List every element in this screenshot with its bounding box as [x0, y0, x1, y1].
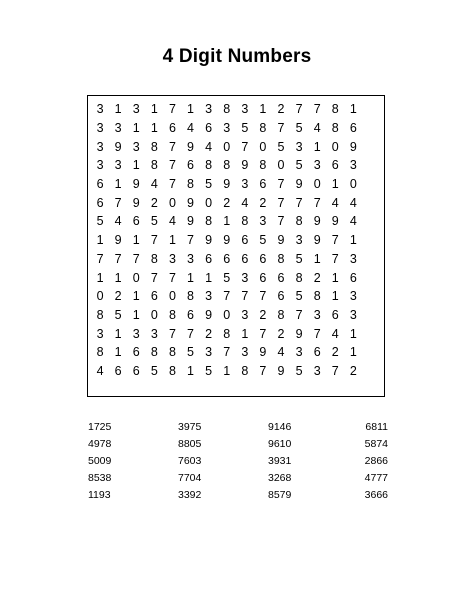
grid-cell[interactable]: 1	[349, 233, 357, 248]
grid-cell[interactable]: 5	[259, 233, 267, 248]
grid-cell[interactable]: 2	[223, 195, 231, 210]
grid-cell[interactable]: 7	[295, 195, 303, 210]
grid-cell[interactable]: 3	[241, 307, 249, 322]
grid-cell[interactable]: 2	[313, 270, 321, 285]
grid-cell[interactable]: 8	[295, 214, 303, 229]
grid-cell[interactable]: 7	[313, 326, 321, 341]
grid-cell[interactable]: 8	[277, 251, 285, 266]
grid-cell[interactable]: 7	[132, 251, 140, 266]
grid-cell[interactable]: 2	[114, 289, 122, 304]
grid-cell[interactable]: 3	[241, 177, 249, 192]
grid-cell[interactable]: 1	[132, 289, 140, 304]
word-list-item: 5009	[88, 454, 112, 467]
grid-cell[interactable]: 7	[295, 102, 303, 117]
grid-cell[interactable]: 5	[295, 121, 303, 136]
grid-cell[interactable]: 0	[259, 139, 267, 154]
grid-cell[interactable]: 6	[259, 177, 267, 192]
grid-cell[interactable]: 5	[277, 139, 285, 154]
grid-cell[interactable]: 3	[96, 139, 104, 154]
grid-cell[interactable]: 6	[259, 270, 267, 285]
grid-cell[interactable]: 8	[277, 307, 285, 322]
word-list-item: 1193	[88, 489, 111, 502]
grid-cell[interactable]: 7	[187, 326, 194, 341]
grid-cell[interactable]: 9	[277, 233, 285, 248]
grid-cell[interactable]: 3	[349, 158, 357, 173]
grid-cell[interactable]: 7	[277, 121, 285, 136]
grid-cell[interactable]: 8	[259, 121, 267, 136]
grid-row	[91, 156, 381, 175]
grid-cell[interactable]: 8	[168, 307, 176, 322]
grid-row	[91, 287, 381, 306]
grid-cell[interactable]: 3	[223, 121, 231, 136]
grid-cell[interactable]: 1	[187, 270, 194, 285]
grid-cell[interactable]: 0	[96, 289, 104, 304]
grid-cell[interactable]: 3	[313, 363, 321, 378]
grid-cell[interactable]: 7	[168, 102, 176, 117]
grid-row	[91, 100, 381, 119]
grid-cell[interactable]: 8	[241, 214, 249, 229]
grid-cell[interactable]: 6	[205, 121, 213, 136]
grid-cell[interactable]: 8	[168, 363, 176, 378]
grid-cell[interactable]: 8	[313, 289, 321, 304]
puzzle-grid-border	[87, 95, 385, 397]
grid-row	[91, 268, 381, 287]
grid-cell[interactable]: 1	[132, 307, 140, 322]
grid-cell[interactable]: 7	[295, 307, 303, 322]
grid-cell[interactable]: 9	[313, 214, 321, 229]
grid-cell[interactable]: 7	[114, 251, 122, 266]
grid-row	[91, 250, 381, 269]
grid-cell[interactable]: 5	[295, 251, 303, 266]
grid-cell[interactable]: 6	[187, 158, 194, 173]
word-list-item: 4777	[364, 472, 388, 485]
grid-cell[interactable]: 7	[96, 251, 104, 266]
grid-row	[91, 306, 381, 325]
grid-cell[interactable]: 3	[241, 102, 249, 117]
grid-cell[interactable]: 6	[277, 270, 285, 285]
grid-cell[interactable]: 9	[205, 233, 213, 248]
grid-cell[interactable]: 6	[277, 289, 285, 304]
grid-cell[interactable]: 4	[187, 121, 194, 136]
grid-cell[interactable]: 1	[114, 177, 122, 192]
grid-cell[interactable]: 2	[277, 102, 285, 117]
grid-cell[interactable]: 9	[349, 139, 357, 154]
grid-cell[interactable]: 3	[132, 326, 140, 341]
grid-cell[interactable]: 1	[150, 102, 158, 117]
grid-cell[interactable]: 6	[96, 195, 104, 210]
grid-cell[interactable]: 1	[241, 326, 249, 341]
grid-cell[interactable]: 5	[295, 289, 303, 304]
grid-cell[interactable]: 8	[331, 102, 339, 117]
grid-cell[interactable]: 6	[132, 214, 140, 229]
grid-cell[interactable]: 1	[114, 326, 122, 341]
grid-cell[interactable]: 6	[132, 345, 140, 360]
grid-cell[interactable]: 6	[349, 270, 357, 285]
grid-cell[interactable]: 9	[223, 177, 231, 192]
grid-cell[interactable]: 5	[205, 363, 213, 378]
grid-cell[interactable]: 3	[259, 214, 267, 229]
grid-cell[interactable]: 3	[295, 345, 303, 360]
grid-cell[interactable]: 7	[313, 102, 321, 117]
grid-cell[interactable]: 7	[223, 289, 231, 304]
word-list-item: 3975	[178, 420, 202, 433]
word-list-item: 2866	[364, 454, 388, 467]
grid-cell[interactable]: 4	[349, 214, 357, 229]
grid-cell[interactable]: 7	[331, 233, 339, 248]
grid-cell[interactable]: 6	[259, 251, 267, 266]
grid-cell[interactable]: 7	[277, 214, 285, 229]
grid-row	[91, 137, 381, 156]
grid-cell[interactable]: 3	[96, 158, 104, 173]
grid-cell[interactable]: 7	[259, 289, 267, 304]
grid-cell[interactable]: 5	[295, 363, 303, 378]
grid-cell[interactable]: 4	[114, 214, 122, 229]
grid-cell[interactable]: 4	[168, 214, 176, 229]
grid-cell[interactable]: 1	[114, 102, 122, 117]
grid-cell[interactable]: 9	[295, 177, 303, 192]
grid-cell[interactable]: 0	[150, 307, 158, 322]
grid-cell[interactable]: 3	[241, 345, 249, 360]
grid-cell[interactable]: 6	[132, 363, 140, 378]
grid-cell[interactable]: 8	[331, 121, 339, 136]
word-list-row	[88, 470, 388, 487]
grid-row	[91, 193, 381, 212]
grid-cell[interactable]: 8	[205, 214, 213, 229]
grid-cell[interactable]: 1	[331, 177, 339, 192]
grid-cell[interactable]: 7	[241, 139, 249, 154]
grid-cell[interactable]: 6	[96, 177, 104, 192]
grid-cell[interactable]: 9	[205, 307, 213, 322]
grid-cell[interactable]: 7	[168, 158, 176, 173]
grid-row	[91, 212, 381, 231]
grid-cell[interactable]: 7	[241, 289, 249, 304]
grid-cell[interactable]: 3	[187, 251, 194, 266]
grid-cell[interactable]: 1	[96, 270, 104, 285]
grid-cell[interactable]: 1	[259, 102, 267, 117]
grid-cell[interactable]: 5	[114, 307, 122, 322]
grid-cell[interactable]: 7	[331, 363, 339, 378]
grid-cell[interactable]: 3	[313, 307, 321, 322]
page-title: 4 Digit Numbers	[162, 46, 312, 67]
grid-cell[interactable]: 2	[150, 195, 158, 210]
grid-cell[interactable]: 1	[313, 251, 321, 266]
grid-cell[interactable]: 0	[331, 139, 339, 154]
grid-cell[interactable]: 5	[241, 121, 249, 136]
grid-cell[interactable]: 1	[331, 270, 339, 285]
word-list-item: 3392	[178, 489, 202, 502]
grid-cell[interactable]: 6	[241, 251, 249, 266]
grid-cell[interactable]: 3	[96, 121, 104, 136]
grid-cell[interactable]: 6	[150, 289, 158, 304]
grid-cell[interactable]: 9	[114, 233, 122, 248]
grid-cell[interactable]: 0	[223, 139, 231, 154]
word-list-item: 3931	[268, 454, 292, 467]
grid-cell[interactable]: 8	[187, 289, 194, 304]
grid-cell[interactable]: 6	[331, 158, 339, 173]
word-list-item: 7603	[178, 454, 202, 467]
word-list-item: 8538	[88, 472, 112, 485]
grid-cell[interactable]: 8	[259, 158, 267, 173]
word-list-row	[88, 452, 388, 469]
grid-cell[interactable]: 4	[241, 195, 249, 210]
grid-cell[interactable]: 9	[259, 345, 267, 360]
grid-cell[interactable]: 3	[295, 139, 303, 154]
grid-cell[interactable]: 1	[349, 102, 357, 117]
grid-cell[interactable]: 0	[168, 195, 176, 210]
grid-cell[interactable]: 7	[168, 326, 176, 341]
grid-cell[interactable]: 5	[187, 345, 194, 360]
grid-cell[interactable]: 3	[114, 121, 122, 136]
grid-row	[91, 362, 381, 381]
word-list	[88, 418, 388, 504]
grid-cell[interactable]: 8	[187, 177, 194, 192]
grid-cell[interactable]: 8	[223, 158, 231, 173]
grid-cell[interactable]: 6	[313, 345, 321, 360]
grid-cell[interactable]: 5	[150, 214, 158, 229]
grid-cell[interactable]: 6	[241, 233, 249, 248]
grid-cell[interactable]: 0	[313, 177, 321, 192]
grid-cell[interactable]: 3	[241, 270, 249, 285]
grid-cell[interactable]: 0	[223, 307, 231, 322]
grid-cell[interactable]: 1	[331, 289, 339, 304]
grid-cell[interactable]: 3	[349, 289, 357, 304]
grid-cell[interactable]: 7	[168, 177, 176, 192]
grid-cell[interactable]: 2	[349, 363, 357, 378]
grid-cell[interactable]: 7	[277, 177, 285, 192]
grid-cell[interactable]: 5	[295, 158, 303, 173]
grid-cell[interactable]: 3	[96, 102, 104, 117]
grid-cell[interactable]: 9	[241, 158, 249, 173]
grid-cell[interactable]: 6	[331, 307, 339, 322]
grid-cell[interactable]: 1	[114, 270, 122, 285]
grid-cell[interactable]: 8	[150, 158, 158, 173]
grid-cell[interactable]: 9	[295, 326, 303, 341]
word-list-item: 5874	[364, 437, 388, 450]
word-list-item: 4978	[88, 437, 112, 450]
grid-cell[interactable]: 1	[96, 233, 104, 248]
word-list-item: 9610	[268, 437, 292, 450]
grid-cell[interactable]: 1	[168, 233, 176, 248]
grid-row	[91, 324, 381, 343]
word-list-item: 7704	[178, 472, 202, 485]
grid-cell[interactable]: 1	[205, 270, 213, 285]
grid-cell[interactable]: 9	[114, 139, 122, 154]
grid-cell[interactable]: 3	[295, 233, 303, 248]
grid-cell[interactable]: 4	[331, 195, 339, 210]
grid-cell[interactable]: 1	[114, 345, 122, 360]
grid-cell[interactable]: 1	[132, 233, 140, 248]
grid-cell[interactable]: 8	[295, 270, 303, 285]
grid-cell[interactable]: 3	[349, 307, 357, 322]
grid-cell[interactable]: 8	[96, 307, 104, 322]
grid-cell[interactable]: 1	[223, 363, 231, 378]
grid-cell[interactable]: 0	[205, 195, 213, 210]
grid-cell[interactable]: 7	[168, 139, 176, 154]
grid-cell[interactable]: 6	[223, 251, 231, 266]
grid-cell[interactable]: 8	[96, 345, 104, 360]
grid-cell[interactable]: 5	[205, 177, 213, 192]
grid-row	[91, 231, 381, 250]
grid-cell[interactable]: 1	[223, 214, 231, 229]
grid-cell[interactable]: 3	[349, 251, 357, 266]
grid-cell[interactable]: 6	[349, 121, 357, 136]
grid-cell[interactable]: 1	[187, 102, 194, 117]
grid-cell[interactable]: 0	[168, 289, 176, 304]
grid-cell[interactable]: 8	[241, 363, 249, 378]
grid-cell[interactable]: 3	[205, 289, 213, 304]
grid-cell[interactable]: 6	[187, 307, 194, 322]
word-list-row	[88, 418, 388, 435]
grid-cell[interactable]: 7	[277, 195, 285, 210]
grid-cell[interactable]: 1	[349, 345, 357, 360]
grid-cell[interactable]: 3	[205, 345, 213, 360]
grid-cell[interactable]: 6	[168, 121, 176, 136]
grid-cell[interactable]: 9	[132, 195, 140, 210]
grid-cell[interactable]: 7	[331, 251, 339, 266]
grid-cell[interactable]: 5	[96, 214, 104, 229]
grid-cell[interactable]: 7	[150, 270, 158, 285]
grid-cell[interactable]: 2	[277, 326, 285, 341]
grid-cell[interactable]: 1	[132, 158, 140, 173]
grid-cell[interactable]: 4	[150, 177, 158, 192]
grid-cell[interactable]: 7	[187, 233, 194, 248]
grid-cell[interactable]: 0	[277, 158, 285, 173]
grid-cell[interactable]: 9	[187, 195, 194, 210]
grid-row	[91, 119, 381, 138]
grid-cell[interactable]: 8	[150, 251, 158, 266]
grid-cell[interactable]: 3	[313, 158, 321, 173]
grid-cell[interactable]: 5	[150, 363, 158, 378]
grid-cell[interactable]: 2	[259, 195, 267, 210]
grid-cell[interactable]: 4	[349, 195, 357, 210]
grid-cell[interactable]: 9	[277, 363, 285, 378]
grid-cell[interactable]: 3	[132, 102, 140, 117]
grid-cell[interactable]: 4	[96, 363, 104, 378]
grid-cell[interactable]: 3	[132, 139, 140, 154]
grid-cell[interactable]: 7	[259, 326, 267, 341]
word-list-row	[88, 487, 388, 504]
grid-cell[interactable]: 8	[223, 102, 231, 117]
grid-cell[interactable]: 4	[277, 345, 285, 360]
grid-row	[91, 343, 381, 362]
grid-cell[interactable]: 4	[331, 326, 339, 341]
grid-cell[interactable]: 7	[313, 195, 321, 210]
word-list-row	[88, 435, 388, 452]
grid-cell[interactable]: 8	[223, 326, 231, 341]
grid-cell[interactable]: 8	[150, 345, 158, 360]
grid-cell[interactable]: 0	[349, 177, 357, 192]
grid-cell[interactable]: 9	[331, 214, 339, 229]
grid-cell[interactable]: 7	[150, 233, 158, 248]
grid-cell[interactable]: 5	[223, 270, 231, 285]
grid-cell[interactable]: 2	[205, 326, 213, 341]
grid-cell[interactable]: 8	[150, 139, 158, 154]
grid-cell[interactable]: 7	[168, 270, 176, 285]
word-list-item: 8805	[178, 437, 202, 450]
grid-cell[interactable]: 1	[132, 121, 140, 136]
grid-cell[interactable]: 3	[96, 326, 104, 341]
grid-cell[interactable]: 1	[349, 326, 357, 341]
word-list-item: 8579	[268, 489, 292, 502]
grid-cell[interactable]: 7	[259, 363, 267, 378]
grid-cell[interactable]: 1	[187, 363, 194, 378]
grid-row	[91, 175, 381, 194]
word-list-item: 3268	[268, 472, 292, 485]
grid-cell[interactable]: 9	[223, 233, 231, 248]
grid-cell[interactable]: 6	[114, 363, 122, 378]
grid-cell[interactable]: 1	[313, 139, 321, 154]
grid-cell[interactable]: 8	[205, 158, 213, 173]
grid-cell[interactable]: 3	[168, 251, 176, 266]
word-list-item: 3666	[364, 489, 388, 502]
grid-cell[interactable]: 2	[331, 345, 339, 360]
grid-cell[interactable]: 2	[259, 307, 267, 322]
grid-cell[interactable]: 4	[313, 121, 321, 136]
grid-cell[interactable]: 9	[313, 233, 321, 248]
grid-cell[interactable]: 3	[205, 102, 213, 117]
grid-cell[interactable]: 7	[114, 195, 122, 210]
grid-cell[interactable]: 6	[205, 251, 213, 266]
word-list-item: 1725	[88, 420, 112, 433]
grid-cell[interactable]: 3	[150, 326, 158, 341]
grid-cell[interactable]: 0	[132, 270, 140, 285]
grid-cell[interactable]: 8	[168, 345, 176, 360]
word-list-item: 9146	[268, 420, 292, 433]
grid-cell[interactable]: 3	[114, 158, 122, 173]
grid-cell[interactable]: 1	[150, 121, 158, 136]
grid-cell[interactable]: 9	[187, 214, 194, 229]
grid-cell[interactable]: 9	[132, 177, 140, 192]
grid-cell[interactable]: 4	[205, 139, 213, 154]
grid-cell[interactable]: 9	[187, 139, 194, 154]
puzzle-grid	[91, 100, 381, 380]
grid-cell[interactable]: 7	[223, 345, 231, 360]
word-list-item: 6811	[365, 420, 388, 433]
